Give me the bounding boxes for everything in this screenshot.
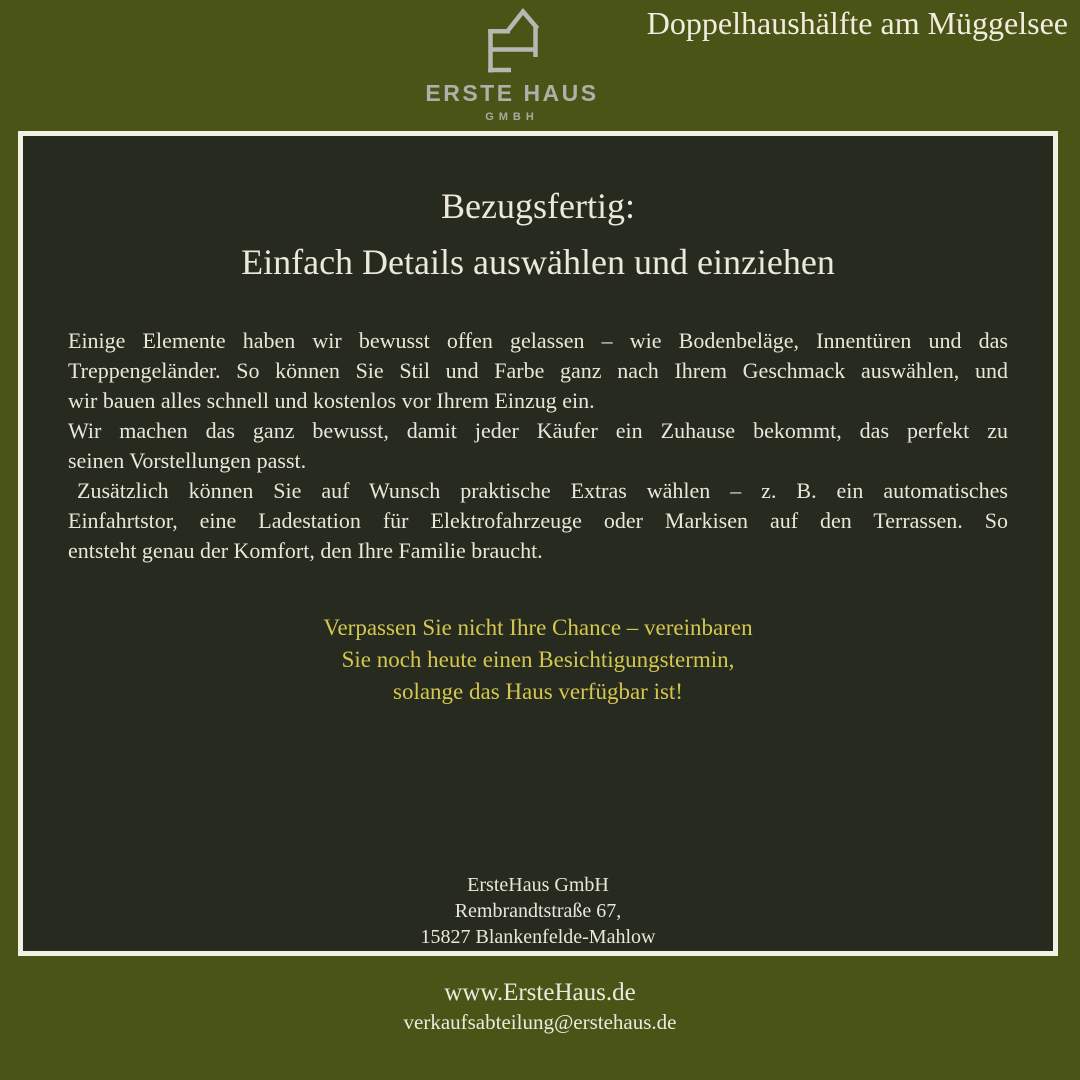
cta-line-2: Sie noch heute einen Besichtigungstermin, <box>341 647 735 672</box>
house-eh-monogram-icon <box>484 8 540 75</box>
body-line: wir bauen alles schnell und kostenlos vor Ihrem Einzug ein. <box>68 388 595 413</box>
body-line: Einige Elemente haben wir bewusst offen gelassen – wie Bodenbeläge, Innentüren und das <box>68 328 1008 353</box>
body-paragraph-3 <box>68 476 1008 566</box>
body-paragraph-1 <box>68 326 1008 416</box>
body-text <box>68 326 1008 566</box>
body-line: seinen Vorstellungen passt. <box>68 448 307 473</box>
brand-name: ERSTE HAUS <box>425 80 599 106</box>
brand-logo <box>392 8 632 123</box>
panel-heading-line2: Einfach Details auswählen und einziehen <box>241 242 835 282</box>
body-paragraph-2 <box>68 416 1008 476</box>
email-address: verkaufsabteilung@erstehaus.de <box>403 1010 677 1034</box>
cta-line-1: Verpassen Sie nicht Ihre Chance – vereinbaren <box>323 615 753 640</box>
logo-roof <box>508 12 538 31</box>
address-block <box>23 872 1053 950</box>
body-line: Wir machen das ganz bewusst, damit jeder Käufer ein Zuhause bekommt, das perfekt zu <box>68 418 1008 443</box>
body-line: Treppengeländer. So können Sie Stil und Farbe ganz nach Ihrem Geschmack auswählen, und <box>68 358 1008 383</box>
street-address: Rembrandtstraße 67, <box>454 900 622 922</box>
cta-line-3: solange das Haus verfügbar ist! <box>393 679 683 704</box>
website-url: www.ErsteHaus.de <box>444 979 636 1006</box>
content-panel <box>18 131 1058 956</box>
cta-block <box>23 612 1053 708</box>
body-line: entsteht genau der Komfort, den Ihre Familie braucht. <box>68 538 543 563</box>
body-line: Zusätzlich können Sie auf Wunsch praktische Extras wählen – z. B. ein automatisches <box>77 478 1008 503</box>
brand-subtitle: GMBH <box>485 111 539 123</box>
panel-heading-line1: Bezugsfertig: <box>441 186 635 226</box>
company-name: ErsteHaus GmbH <box>467 874 609 896</box>
body-line: Einfahrtstor, eine Ladestation für Elektrofahrzeuge oder Markisen auf den Terrassen. So <box>68 508 1008 533</box>
contact-block <box>0 977 1080 1036</box>
city-address: 15827 Blankenfelde-Mahlow <box>420 926 656 948</box>
panel-heading <box>23 178 1053 290</box>
property-title: Doppelhaushälfte am Müggelsee <box>646 5 1068 41</box>
